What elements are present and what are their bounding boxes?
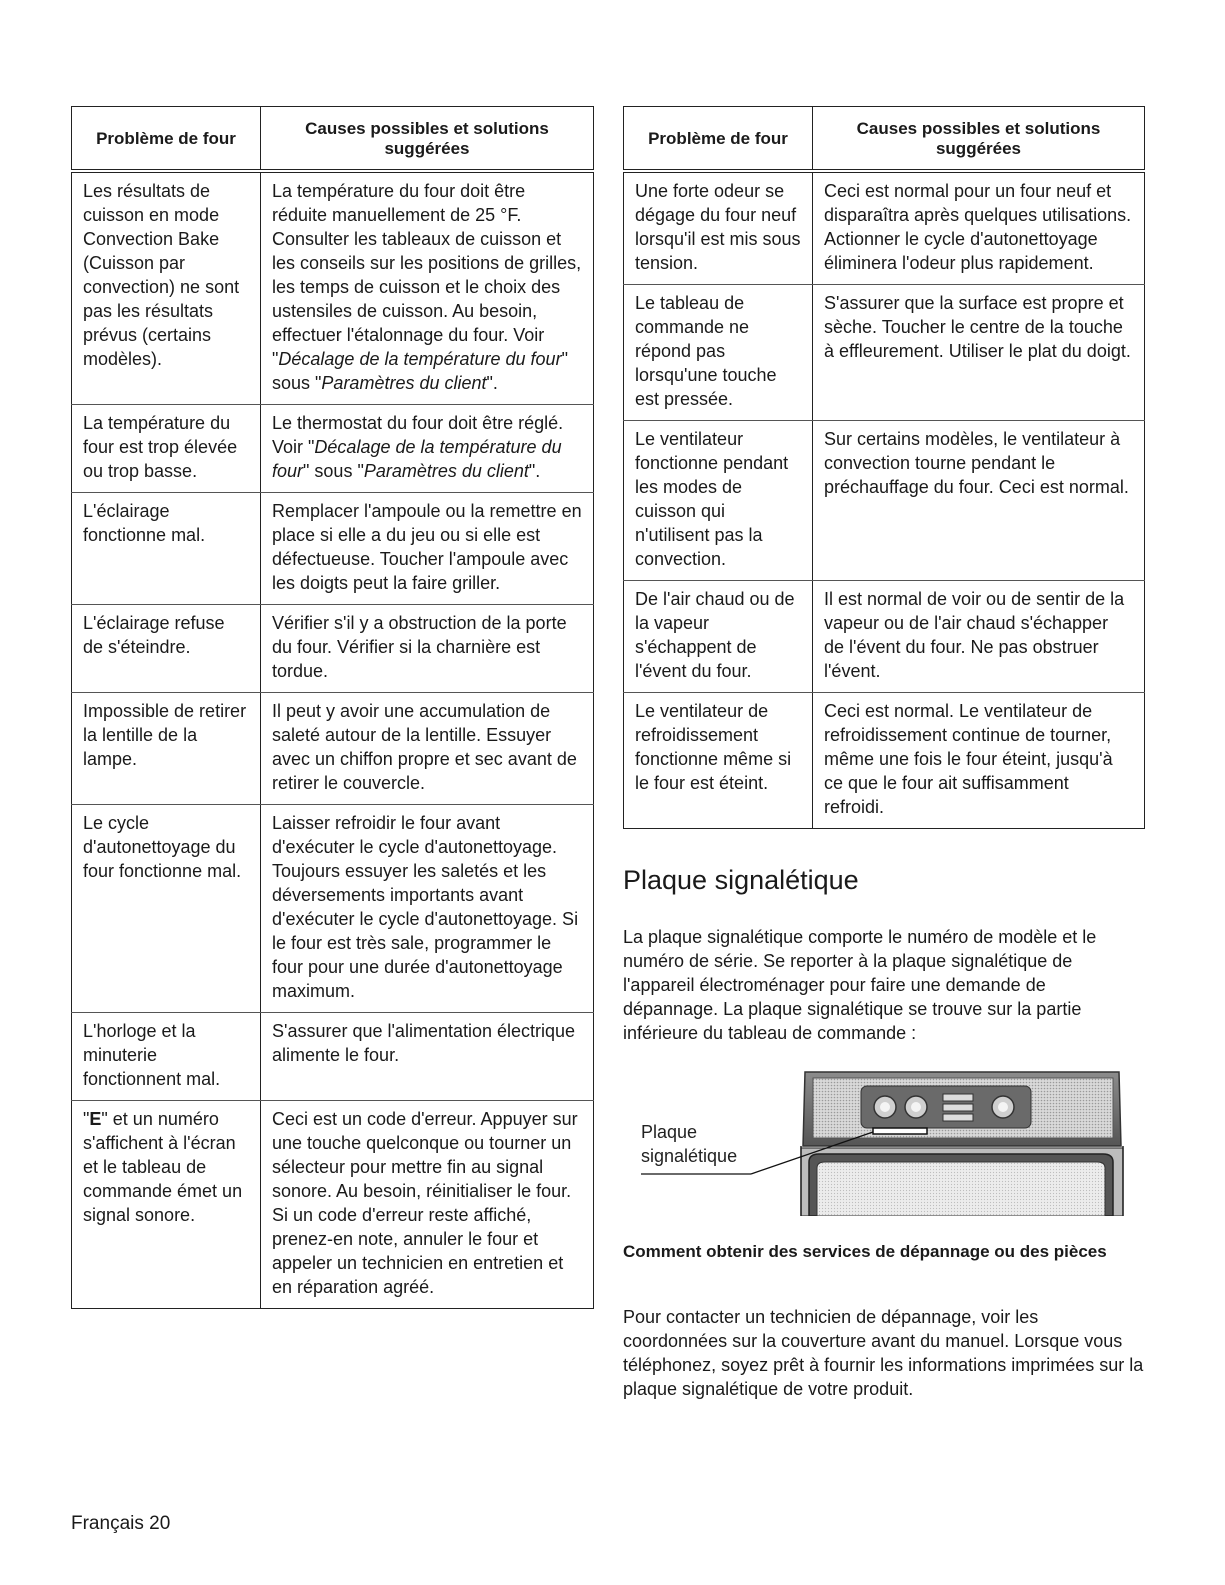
solution-cell: Sur certains modèles, le ventilateur à convection tourne pendant le préchauffage du four. Ceci est normal. [813, 421, 1145, 581]
table-row [624, 421, 1145, 581]
problem-cell: La température du four est trop élevée ou trop basse. [72, 405, 261, 493]
troubleshooting-table [623, 106, 1145, 829]
troubleshooting-table-left [71, 106, 594, 1309]
problem-cell: Une forte odeur se dégage du four neuf lorsqu'il est mis sous tension. [624, 171, 813, 285]
problem-cell: Le ventilateur fonctionne pendant les modes de cuisson qui n'utilisent pas la convection. [624, 421, 813, 581]
problem-text: " et un numéro s'affichent à l'écran et le tableau de commande émet un signal sonore. [83, 1109, 243, 1225]
table-row [624, 581, 1145, 693]
table-row [72, 493, 594, 605]
column-header-causes: Causes possibles et solutions suggérées [261, 107, 594, 172]
page-number: Français 20 [71, 1513, 171, 1534]
problem-cell [72, 1101, 261, 1309]
solution-cell: Remplacer l'ampoule ou la remettre en place si elle a du jeu ou si elle est défectueuse. Toucher l'ampoule avec les doigts peut la faire griller. [261, 493, 594, 605]
solution-cell: Laisser refroidir le four avant d'exécuter le cycle d'autonettoyage. Toujours essuyer les saletés et les déversements importants avant d'exécuter le cycle d'autonettoyage. Si le four est très sale, programmer le four pour une durée d'autonettoyage maximum. [261, 805, 594, 1013]
solution-cell: Il peut y avoir une accumulation de saleté autour de la lentille. Essuyer avec un chiffon propre et sec avant de retirer le couvercle. [261, 693, 594, 805]
reference-link: Décalage de la température du four [272, 437, 562, 481]
figure-label-line1: Plaque [641, 1122, 698, 1142]
section-title-rating-plate: Plaque signalétique [623, 865, 859, 895]
solution-cell: S'assurer que l'alimentation électrique alimente le four. [261, 1013, 594, 1101]
solution-cell: Vérifier s'il y a obstruction de la porte du four. Vérifier si la charnière est tordue. [261, 605, 594, 693]
solution-cell: Il est normal de voir ou de sentir de la vapeur ou de l'air chaud s'échapper de l'évent du four. Ne pas obstruer l'évent. [813, 581, 1145, 693]
rating-plate-paragraph: La plaque signalétique comporte le numéro de modèle et le numéro de série. Se reporter à la plaque signalétique de l'appareil électroménager pour faire une demande de dépannage. La plaque signalétique se trouve sur la partie inférieure du tableau de commande : [623, 927, 1097, 1043]
column-header-problem: Problème de four [72, 107, 261, 172]
problem-cell: L'horloge et la minuterie fonctionnent mal. [72, 1013, 261, 1101]
table-row [72, 805, 594, 1013]
table-row [72, 405, 594, 493]
problem-cell: Le cycle d'autonettoyage du four fonctionne mal. [72, 805, 261, 1013]
solution-text: " sous " [272, 349, 568, 393]
figure-label-line2: signalétique [641, 1146, 738, 1166]
table-row [624, 171, 1145, 285]
problem-cell: Le ventilateur de refroidissement fonctionne même si le four est éteint. [624, 693, 813, 829]
reference-link: Décalage de la température du four [278, 349, 562, 369]
table-row [72, 171, 594, 405]
table-header-row [624, 107, 1145, 172]
table-row [624, 693, 1145, 829]
problem-cell: Impossible de retirer la lentille de la lampe. [72, 693, 261, 805]
solution-text: La température du four doit être réduite manuellement de 25 °F. Consulter les tableaux de cuisson et les conseils sur les positions de grilles, les temps de cuisson et le choix des ustensiles de cuisson. Au besoin, effectuer l'étalonnage du four. Voir " [272, 181, 582, 369]
table-row [72, 605, 594, 693]
solution-cell [261, 405, 594, 493]
problem-cell: L'éclairage fonctionne mal. [72, 493, 261, 605]
problem-cell: Les résultats de cuisson en mode Convection Bake (Cuisson par convection) ne sont pas les résultats prévus (certains modèles). [72, 171, 261, 405]
table-row [72, 1101, 594, 1309]
column-header-causes: Causes possibles et solutions suggérées [813, 107, 1145, 172]
service-paragraph: Pour contacter un technicien de dépannage, voir les coordonnées sur la couverture avant du manuel. Lorsque vous téléphonez, soyez prêt à fournir les informations imprimées sur la plaque signalétique de votre produit. [623, 1307, 1144, 1399]
table-header-row [72, 107, 594, 172]
solution-cell [261, 171, 594, 405]
table-row [72, 693, 594, 805]
solution-cell: Ceci est normal. Le ventilateur de refroidissement continue de tourner, même une fois le four éteint, jusqu'à ce que le four ait suffisamment refroidi. [813, 693, 1145, 829]
troubleshooting-table-right [623, 106, 1145, 829]
problem-cell: L'éclairage refuse de s'éteindre. [72, 605, 261, 693]
solution-cell: Ceci est un code d'erreur. Appuyer sur une touche quelconque ou tourner un sélecteur pour mettre fin au signal sonore. Au besoin, réinitialiser le four. Si un code d'erreur reste affiché, prenez-en note, annuler le four et appeler un technicien en entretien et en réparation agréé. [261, 1101, 594, 1309]
rating-plate-illustration [623, 1066, 1145, 1216]
solution-text: ". [528, 461, 541, 481]
oven-control-panel-image [623, 1066, 1145, 1216]
solution-cell: Ceci est normal pour un four neuf et disparaîtra après quelques utilisations. Actionner le cycle d'autonettoyage éliminera l'odeur plus rapidement. [813, 171, 1145, 285]
problem-cell: Le tableau de commande ne répond pas lorsqu'une touche est pressée. [624, 285, 813, 421]
service-heading: Comment obtenir des services de dépannage ou des pièces [623, 1242, 1107, 1261]
solution-text: ". [486, 373, 498, 393]
solution-cell: S'assurer que la surface est propre et sèche. Toucher le centre de la touche à effleurement. Utiliser le plat du doigt. [813, 285, 1145, 421]
table-row [624, 285, 1145, 421]
reference-link: Paramètres du client [321, 373, 487, 393]
solution-text: Le thermostat du four doit être réglé. Voir " [272, 413, 564, 457]
error-code-letter: E [89, 1109, 102, 1129]
solution-text: " sous " [303, 461, 364, 481]
column-header-problem: Problème de four [624, 107, 813, 172]
problem-cell: De l'air chaud ou de la vapeur s'échappent de l'évent du four. [624, 581, 813, 693]
quote-mark: " [83, 1109, 90, 1129]
table-row [72, 1013, 594, 1101]
reference-link: Paramètres du client [363, 461, 529, 481]
troubleshooting-table [71, 106, 594, 1309]
